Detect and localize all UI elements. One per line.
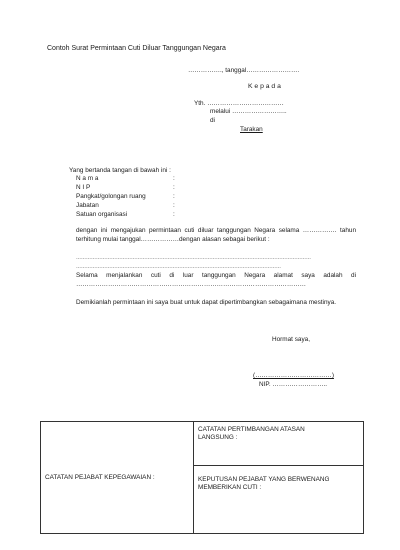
supervisor-notes-box <box>194 422 364 466</box>
request-paragraph: dengan ini mengajukan permintaan cuti diluar tanggungan Negara selama ……………. tahun terhitung mulai tanggal………………dengan alasan sebagai berikut : <box>76 227 356 243</box>
closing-salutation: Hormat saya, <box>272 336 311 343</box>
supervisor-notes-label: CATATAN PERTIMBANGAN ATASAN LANGSUNG : <box>198 426 305 441</box>
intro-text: Yang bertanda tangan di bawah ini : <box>69 167 171 174</box>
decision-label: KEPUTUSAN PEJABAT YANG BERWENANG MEMBERIKAN CUTI : <box>198 476 330 491</box>
field-label: Satuan organisasi <box>76 211 128 218</box>
recipient-line: Yth. ……………………………… <box>194 100 284 107</box>
address-paragraph: Selama menjalankan cuti di luar tanggungan Negara alamat saya adalah di ……………………………………………………………………………………………… <box>76 272 356 288</box>
hr-notes-label: CATATAN PEJABAT KEPEGAWAIAN : <box>45 473 155 481</box>
date-line: ……………., tanggal……………………. <box>188 67 300 74</box>
reason-dotline: …………………………………………………………………………………………………………………………… <box>76 256 311 261</box>
letter-title: Contoh Surat Permintaan Cuti Diluar Tanggungan Negara <box>47 45 226 52</box>
di-label: di <box>210 117 215 124</box>
kepada-label: K e p a d a <box>248 83 281 90</box>
field-label: Pangkat/golongan ruang <box>76 193 146 200</box>
field-colon: : <box>173 193 175 200</box>
via-line: melalui …………………….. <box>210 108 287 115</box>
field-label: N a m a <box>76 175 99 182</box>
field-colon: : <box>173 184 175 191</box>
reason-dotline: …………………………………………………………………………………………………………… <box>76 265 281 270</box>
field-label: N I P <box>76 184 91 191</box>
field-colon: : <box>173 175 175 182</box>
signature-name: (………………………………) <box>253 372 334 379</box>
signature-nip: NIP. …………………….. <box>259 381 328 388</box>
field-colon: : <box>173 202 175 209</box>
field-label: Jabatan <box>76 202 99 209</box>
hr-notes-box <box>41 422 194 534</box>
field-colon: : <box>173 211 175 218</box>
city-name: Tarakan <box>240 126 263 133</box>
decision-box <box>194 466 364 534</box>
approval-boxes <box>40 421 364 534</box>
closing-paragraph: Demikianlah permintaan ini saya buat untuk dapat dipertimbangkan sebagaimana mestinya. <box>76 299 337 306</box>
